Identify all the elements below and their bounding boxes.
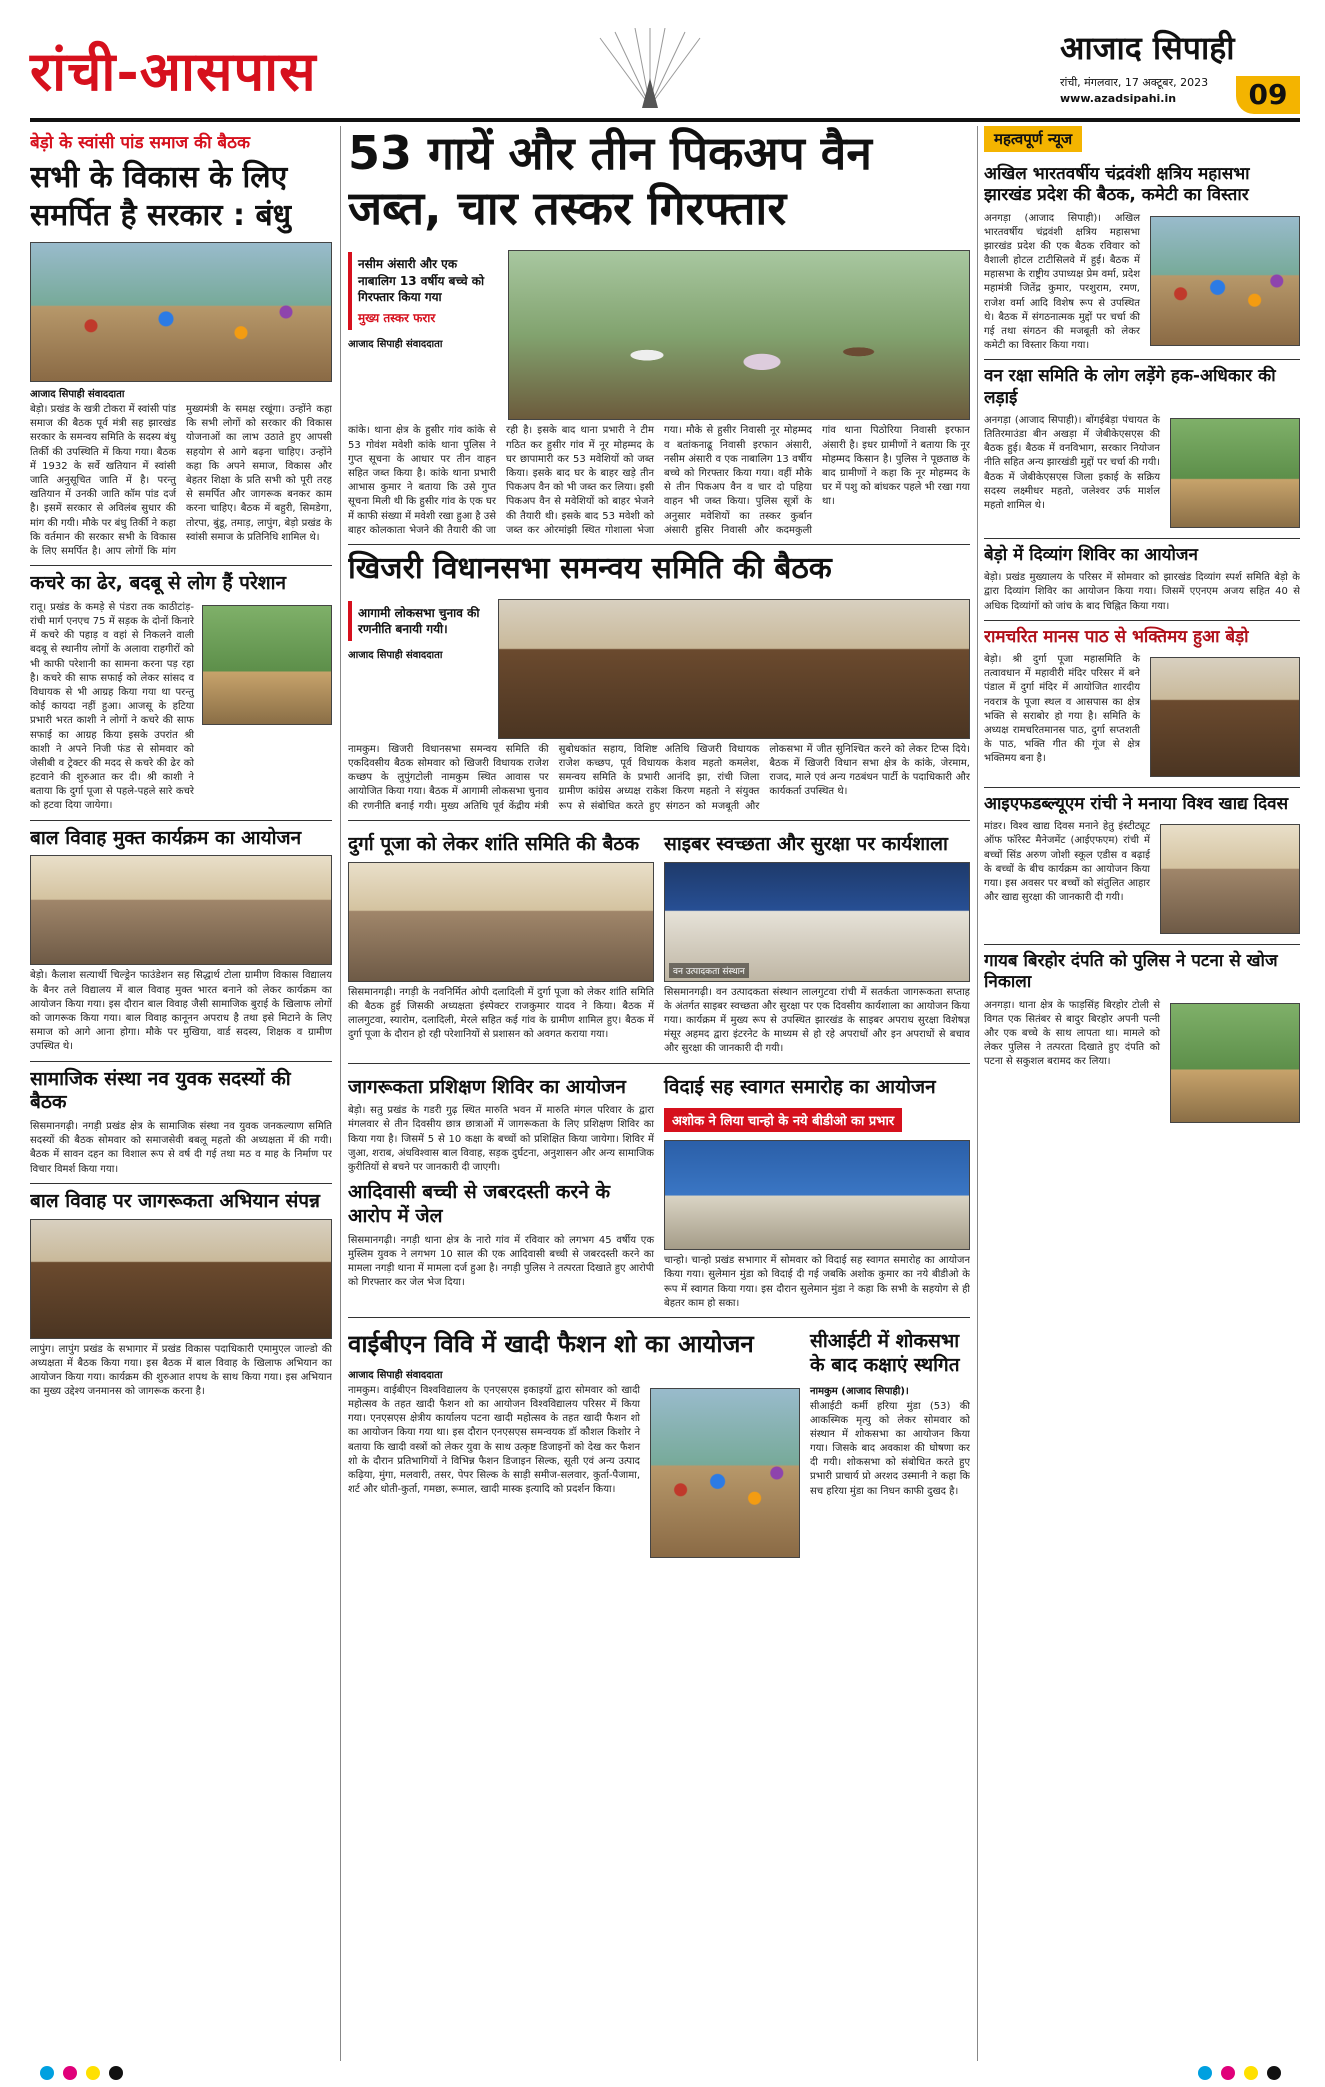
photo-caption: वन उत्पादकता संस्थान bbox=[669, 963, 749, 978]
story-headline[interactable]: साइबर स्वच्छता और सुरक्षा पर कार्यशाला bbox=[664, 832, 948, 855]
black-swatch bbox=[1267, 2066, 1281, 2080]
workshop-photo bbox=[664, 862, 970, 982]
lead-headline[interactable]: 53 गायें और तीन पिकअप वैन जब्त, चार तस्कर गिरफ्तार bbox=[348, 126, 872, 236]
left-column bbox=[30, 126, 332, 2066]
story-body: अनगड़ा (आजाद सिपाही)। अखिल भारतवर्षीय चंद्रवंशी क्षत्रिय महासभा झारखंड प्रदेश की एक बैठक रविवार को वैशाली होटल टाटीसिलवे में हुई। बैठक में महासभा के राष्ट्रीय उपाध्यक्ष प्रेम वर्मा, प्रदेश महामंत्री जितेंद्र कुमार, परशुराम, रमण, राजेश वर्मा आदि विशेष रूप से उपस्थित थे। बैठक में संगठनात्मक मुद्दों पर चर्चा की गई तथा संगठन की मजबूती को लेकर कमेटी का विस्तार किया गया। bbox=[984, 212, 1140, 352]
story-body: बेड़ो। श्री दुर्गा पूजा महासमिति के तत्वावधान में महावीरी मंदिर परिसर में बने पंडाल में दुर्गा मंदिर में आयोजित शारदीय नवरात्र के पूजा स्थल व आसपास का क्षेत्र भक्ति से सराबोर हो गया है। समिति के अध्यक्ष रामचरितमानस पाठ, दुर्गा सप्तशती के पाठ, भक्ति गीत की गूंज से क्षेत्र भक्तिमय बना है। bbox=[984, 653, 1140, 765]
black-swatch bbox=[109, 2066, 123, 2080]
story-separator bbox=[984, 944, 1300, 945]
newspaper-name: आजाद सिपाही bbox=[1060, 29, 1235, 67]
story-headline[interactable]: रामचरित मानस पाठ से भक्तिमय हुआ बेड़ो bbox=[984, 626, 1249, 647]
story-body: नामकुम। वाईबीएन विश्वविद्यालय के एनएसएस इकाइयों द्वारा सोमवार को खादी महोत्सव के तहत खादी फैशन शो का आयोजन विश्वविद्यालय परिसर में किया गया। एनएसएस क्षेत्रीय कार्यालय पटना खादी महोत्सव के तहत खादी फैशन शो का आयोजन किया गया था। इस दौरान एनएसएस समन्वयक डॉ कौशल किशोर ने बताया कि खादी वस्त्रों को लेकर युवा के साथ उत्कृष्ट डिजाइनों को देख कर फैशन शो के दौरान प्रतिभागियों ने विभिन्न फैशन डिजाइन सिल्क, सूती एवं अन्य उत्पाद कढ़िया, मुंगा, मलवारी, तसर, पेपर सिल्क के साड़ी समीज-सलवार, कुर्ता-पैजामा, शर्ट और धोती-कुर्ता, गमछा, रूमाल, खादी मास्क इत्यादि को प्रदर्शन किया। bbox=[348, 1384, 640, 1496]
section-label: महत्वपूर्ण न्यूज bbox=[984, 126, 1082, 152]
meeting-photo bbox=[498, 599, 970, 739]
couple-photo bbox=[1170, 1003, 1300, 1123]
story-body: अनगड़ा। थाना क्षेत्र के फाड़सिंह बिरहोर टोली से विगत एक सितंबर से बादुर बिरहोर अपनी पत्नी और एक बच्चे के साथ लापता था। मामले को लेकर पुलिस ने तत्परता दिखाते हुए दंपति को पटना से सकुशल बरामद कर लिया। bbox=[984, 999, 1160, 1068]
highlight-text: नसीम अंसारी और एक नाबालिग 13 वर्षीय बच्चे को गिरफ्तार किया गया bbox=[358, 257, 485, 304]
highlight-text: आगामी लोकसभा चुनाव की रणनीति बनायी गयी। bbox=[358, 605, 480, 637]
story-banner: अशोक ने लिया चान्हो के नये बीडीओ का प्रभार bbox=[664, 1108, 902, 1132]
story-body: सिसमानगढ़ी। नगड़ी थाना क्षेत्र के नारो गांव में रविवार को लगभग 45 वर्षीय एक मुस्लिम युवक ने लगभग 10 साल की एक आदिवासी बच्ची से जबरदस्ती करने का मामला नगड़ी थाना में मामला दर्ज हुआ है। नगड़ी पुलिस ने तत्परता दिखाते हुए आरोपी को गिरफ्तार कर जेल भेज दिया। bbox=[348, 1234, 654, 1289]
story-headline[interactable]: सामाजिक संस्था नव युवक सदस्यों की बैठक bbox=[30, 1067, 291, 1114]
story-headline[interactable]: जागरूकता प्रशिक्षण शिविर का आयोजन bbox=[348, 1075, 626, 1098]
story-separator bbox=[348, 1063, 970, 1064]
story-byline: नामकुम (आजाद सिपाही)। bbox=[810, 1385, 909, 1397]
story-body: अनगड़ा (आजाद सिपाही)। बोंगईबेड़ा पंचायत के तितिरमाउंडा बीन अखड़ा में जेबीकेएसएस की बैठक हुई। बैठक में वनविभाग, सरकार नियोजन नीति सहित अन्य झारखंडी मुद्दों पर चर्चा की गयी। बैठक में जेबीकेएसएस जिला इकाई के सक्रिय सदस्य लक्ष्मीधर महतो, जलेश्वर उर्फ मार्शल महतो शामिल थे। bbox=[984, 414, 1160, 511]
story-headline[interactable]: वन रक्षा समिति के लोग लड़ेंगे हक-अधिकार की लड़ाई bbox=[984, 366, 1276, 408]
story-separator bbox=[348, 1317, 970, 1318]
story-body: लापुंग। लापुंग प्रखंड के सभागार में प्रखंड विकास पदाधिकारी एमामुएल जाल्डो की अध्यक्षता में बैठक किया गया। इस बैठक में बाल विवाह के खिलाफ अभियान का आयोजन किया गया। कार्यक्रम की शुरुआत शपथ के साथ किया गया। इस अभियान का मुख्य उद्देश्य जनमानस को जागरूक करना है। bbox=[30, 1343, 332, 1398]
prayer-photo bbox=[1150, 657, 1300, 777]
story-headline[interactable]: बाल विवाह मुक्त कार्यक्रम का आयोजन bbox=[30, 826, 302, 849]
masthead-rule bbox=[30, 118, 1300, 122]
cyan-swatch bbox=[1198, 2066, 1212, 2080]
story-body: सीआईटी कर्मी हरिया मुंडा (53) की आकस्मिक मृत्यु को लेकर सोमवार को संस्थान में शोकसभा का आयोजन किया गया। जिसके बाद अवकाश की घोषणा कर दी गयी। शोकसभा को संबोधित करते हुए प्रभारी प्राचार्य प्रो अरशद उस्मानी ने कहा कि सच हरिया मुंडा का निधन काफी दुखद है। bbox=[810, 1400, 970, 1497]
story-headline[interactable]: सभी के विकास के लिए समर्पित है सरकार : बंधु bbox=[30, 160, 292, 233]
story-body: बेड़ो। प्रखंड मुख्यालय के परिसर में सोमवार को झारखंड दिव्यांग स्पर्श समिति बेड़ो के द्वारा दिव्यांग शिविर का आयोजन किया गया। जिसमें एएनएम अजय सहित 40 से अधिक दिव्यांगों को जांच के बाद चिह्नित किया गया। bbox=[984, 572, 1300, 612]
story-headline[interactable]: अखिल भारतवर्षीय चंद्रवंशी क्षत्रिय महासभा झारखंड प्रदेश की बैठक, कमेटी का विस्तार bbox=[984, 164, 1250, 206]
story-headline[interactable]: आदिवासी बच्ची से जबरदस्ती करने के आरोप में जेल bbox=[348, 1181, 611, 1227]
story-separator bbox=[984, 538, 1300, 539]
magenta-swatch bbox=[1221, 2066, 1235, 2080]
story-body: रातू। प्रखंड के कमड़े से पंडरा तक काठीटांड़- रांची मार्ग एनएच 75 में सड़क के दोनों किनारे में कचरे की पहाड़ व वहां से निकलने वाली बदबू से स्थानीय लोगों के अलावा राहगीरों को भी काफी परेशानी का सामना करना पड़ रहा है। कचरे की साफ सफाई को लेकर सांसद व विधायक से भी आग्रह किया गया था परन्तु कोई कायदा नहीं हुआ। आजसू के हटिया प्रभारी भरत काशी ने लोगों ने कचरे की साफ सफाई का आग्रह किया इसके उपरांत श्री काशी ने अपने निजी फंड से सोमवार को जेसीबी व ट्रेक्टर की मदद से कचरे की ढेर को हटवाने की शुरुआत कर दी। श्री काशी ने बताया कि दुर्गा पूजा से पहले-पहले सारे कचरे को हटवा दिया जायेगा। bbox=[30, 601, 194, 812]
story-headline[interactable]: बेड़ो में दिव्यांग शिविर का आयोजन bbox=[984, 544, 1198, 565]
story-headline[interactable]: खिजरी विधानसभा समन्वय समिति की बैठक bbox=[348, 550, 832, 586]
column-divider bbox=[977, 126, 978, 2061]
event-photo bbox=[30, 855, 332, 965]
seized-cattle-photo bbox=[508, 250, 970, 420]
story-body: मांडर। विश्व खाद्य दिवस मनाने हेतु इंस्टीट्यूट ऑफ फॉरेस्ट मैनेजमेंट (आईएफएम) रांची में बच्चों सिंड अरुण जोशी स्कूल एडीस व बढ़ाई के बच्चों के बीच कार्यक्रम का आयोजन किया गया। इस अवसर पर बच्चों को संतुलित आहार और खाद्य सुरक्षा की जानकारी दी गयी। bbox=[984, 821, 1150, 904]
story-headline[interactable]: कचरे का ढेर, बदबू से लोग हैं परेशान bbox=[30, 572, 287, 595]
story-body: बेड़ो। सतु प्रखंड के गडरी गुढ़ स्थित मारुति भवन में मारुति मंगल परिवार के द्वारा मंगलवार से तीन दिवसीय छात्र छात्राओं में जागरूकता के लिए प्रशिक्षण शिविर का किया गया है। जिसमें 5 से 10 कक्षा के बच्चों को प्रशिक्षित किया जायेगा। शिविर में जुआ, शराब, अंधविश्वास बाल विवाह, सड़क दुर्घटना, अनुशासन और अन्य सामाजिक कुरीतियों से बचने पर जानकारी दी जाएगी। bbox=[348, 1105, 654, 1173]
story-headline[interactable]: दुर्गा पूजा को लेकर शांति समिति की बैठक bbox=[348, 832, 640, 855]
story-separator bbox=[30, 1183, 332, 1184]
meeting-photo bbox=[348, 862, 654, 982]
story-body: बेड़ो। कैलाश सत्यार्थी चिल्ड्रेन फाउंडेशन सह सिद्धार्थ टोला ग्रामीण विकास विद्यालय के बैनर तले विद्यालय में बाल विवाह मुक्त भारत बनाने को लेकर कार्यक्रम का आयोजन किया गया। इस दौरान बाल विवाह जैसी सामाजिक बुराई के खिलाफ लोगों को जागरूक किया गया। बाल विवाह कानूनन अपराध है तथा इसे मिटाने के लिए समाज को आगे आना होगा। मौके पर मुखिया, वार्ड सदस्य, शिक्षक व ग्रामीण उपस्थित थे। bbox=[30, 970, 332, 1053]
story-separator bbox=[984, 359, 1300, 360]
story-separator bbox=[30, 820, 332, 821]
story-body: चान्हो। चान्हो प्रखंड सभागार में सोमवार को विदाई सह स्वागत समारोह का आयोजन किया गया। सुलेमान मुंडा को विदाई दी गई जबकि अशोक कुमार का नये बीडीओ के रूप में स्वागत किया गया। इस दौरान सुलेमान मुंडा ने कहा कि सभी के सहयोग से ही बेहतर काम हो सका। bbox=[664, 1255, 970, 1309]
meeting-photo bbox=[1150, 216, 1300, 346]
column-divider bbox=[340, 126, 341, 2061]
meeting-photo bbox=[30, 242, 332, 382]
issue-date: रांची, मंगलवार, 17 अक्टूबर, 2023 bbox=[1060, 76, 1209, 89]
yellow-swatch bbox=[1244, 2066, 1258, 2080]
story-separator bbox=[984, 620, 1300, 621]
registration-marks bbox=[1198, 2065, 1285, 2084]
story-body: बेड़ो। प्रखंड के खत्री टोकरा में स्वांसी पांड समाज की बैठक पूर्व मंत्री सह झारखंड सरकार के समन्वय समिति के सदस्य बंधु तिर्की की उपस्थिति में किया गया। बैठक में 1932 के सर्वे खतियान में स्वांसी जाति अनुसूचित जाति में है। परन्तु खतियान में उनकी जाति कॉम पांड दर्ज है। इसमें सरकार से अविलंब सुधार की मांग की गयी। मौके पर बंधु तिर्की ने कहा कि वर्तमान की सरकार सभी के विकास के लिए समर्पित है। आप लोगों कि मांग मुख्यमंत्री के समक्ष रखूंगा। उन्होंने कहा कि सभी लोगों को सरकार की विकास योजनाओं का लाभ उठाते हुए आपसी सहयोग से आगे बढ़ना चाहिए। उन्होंने कहा कि अपने समाज, विकास और बेहतर शिक्षा के प्रति सभी को पूरी तरह से समर्पित और जागरूक बनकर काम करना चाहिए। बैठक में बहुरी, सिमडेगा, तोरपा, बुंडू, तमाड़, लापुंग, बेड़ो प्रखंड के स्वांसी समाज के प्रतिनिधि शामिल थे। bbox=[30, 404, 332, 557]
story-byline: आजाद सिपाही संवाददाता bbox=[30, 389, 125, 400]
lead-body: कांके। थाना क्षेत्र के हुसीर गांव कांके से 53 गोवंश मवेशी कांके थाना पुलिस ने गुप्त सूचना के आधार पर तीन वाहन सहित जब्त किया है। कांके थाना प्रभारी आभास कुमार ने बताया कि उसे गुप्त सूचना मिली थी कि हुसीर गांव के एक घर में काफी संख्या में मवेशी रखा हुआ है उसे बाहर कोलकाता भेजने की तैयारी की जा रही है। इसके बाद थाना प्रभारी ने टीम गठित कर हुसीर गांव में नूर मोहम्मद के घर छापामारी कर 53 मवेशियों को जब्त किया। इसके बाद घर के बाहर खड़े तीन पिकअप वैन को भी जब्त कर लिया। इसी पिकअप वैन से मवेशियों को बाहर भेजने की तैयारी थी। इसके बाद 53 मवेशी को जब्त कर ओरमांझी स्थित गोशाला भेजा गया। मौके से हुसीर निवासी नूर मोहम्मद व बतांकनाढू निवासी इरफान अंसारी, नसीम अंसारी व एक नाबालिग 13 वर्षीय बच्चे को गिरफ्तार किया गया। वहीं मौके से तीन पिकअप वैन व चार दो पहिया वाहन भी जब्त किया। पुलिस सूत्रों के अनुसार मवेशियों का तस्कर कुर्बान अंसारी हुसिर निवासी और कदमकुली गांव थाना पिठोरिया निवासी इरफान अंसारी है। इधर ग्रामीणों ने बताया कि नूर मोहम्मद किसान है। पुलिस ने पूछताछ के बाद ग्रामीणों ने कहा कि नूर मोहम्मद के घर में पशु को बांधकर पहले भी रखा गया था। bbox=[348, 425, 970, 536]
pen-nib-icon bbox=[590, 28, 710, 108]
print-color-bar bbox=[0, 2061, 1325, 2087]
yellow-swatch bbox=[86, 2066, 100, 2080]
lead-highlight bbox=[348, 252, 498, 330]
story-headline[interactable]: विदाई सह स्वागत समारोह का आयोजन bbox=[664, 1075, 936, 1098]
highlight-tag: मुख्य तस्कर फरार bbox=[358, 310, 436, 325]
website-link[interactable]: www.azadsipahi.in bbox=[1060, 92, 1177, 105]
story-headline[interactable]: आइएफडब्ल्यूएम रांची ने मनाया विश्व खाद्य दिवस bbox=[984, 793, 1289, 814]
garbage-photo bbox=[202, 605, 332, 725]
page-number: 09 bbox=[1236, 76, 1300, 114]
cyan-swatch bbox=[40, 2066, 54, 2080]
story-body: सिसमानगढ़ी। नगड़ी प्रखंड क्षेत्र के सामाजिक संस्था नव युवक जनकल्याण समिति सदस्यों की बैठक सोमवार को समाजसेवी बबलू महतो की अध्यक्षता में की गयी। बैठक में सावन दहन का विशाल रूप से वर्ष दी गई तथा मठ व माह के निर्माण पर विचार विमर्श किया गया। bbox=[30, 1121, 332, 1175]
story-headline[interactable]: बाल विवाह पर जागरूकता अभियान संपन्न bbox=[30, 1189, 320, 1212]
magenta-swatch bbox=[63, 2066, 77, 2080]
story-headline[interactable]: सीआईटी में शोकसभा के बाद कक्षाएं स्थगित bbox=[810, 1330, 960, 1376]
right-column bbox=[984, 126, 1300, 2066]
story-separator bbox=[348, 544, 970, 545]
event-photo bbox=[30, 1219, 332, 1339]
story-byline: आजाद सिपाही संवाददाता bbox=[348, 338, 443, 350]
registration-marks bbox=[40, 2065, 127, 2084]
story-body: सिसमानगढ़ी। वन उत्पादकता संस्थान लालगुटवा रांची में सतर्कता जागरूकता सप्ताह के अंतर्गत साइबर स्वच्छता और सुरक्षा पर एक दिवसीय कार्यशाला का आयोजन किया गया। कार्यक्रम में मुख्य रूप से उपस्थित झारखंड के साइबर अपराध सुरक्षा विशेषज्ञ मंसूर अहमद द्वारा इंटरनेट के माध्यम से हो रहे अपराधों और इन अपराधों से बचाव और सुरक्षा की जानकारी दी गयी। bbox=[664, 986, 970, 1055]
story-separator bbox=[30, 565, 332, 566]
story-body: सिसमानगढ़ी। नगड़ी के नवनिर्मित ओपी दलादिली में दुर्गा पूजा को लेकर शांति समिति की बैठक हुई जिसकी अध्यक्षता इंस्पेक्टर राजकुमार यादव ने किया। बैठक में लालगुटवा, स्यारोम, दलादिली, मेरले सहित कई गांव के ग्रामीण शामिल हुए। बैठक में दुर्गा पूजा के दौरान हो रही परेशानियों से प्रशासन को अवगत कराया गया। bbox=[348, 986, 654, 1041]
story-kicker: बेड़ो के स्वांसी पांड समाज की बैठक bbox=[30, 133, 251, 153]
story-byline: आजाद सिपाही संवाददाता bbox=[348, 1369, 443, 1381]
story-headline[interactable]: गायब बिरहोर दंपति को पुलिस ने पटना से खोज निकाला bbox=[984, 951, 1278, 993]
event-photo bbox=[1160, 824, 1300, 934]
story-separator bbox=[30, 1061, 332, 1062]
masthead bbox=[30, 26, 1300, 114]
story-highlight bbox=[348, 601, 488, 641]
ceremony-photo bbox=[664, 1140, 970, 1250]
fashion-show-photo bbox=[650, 1388, 800, 1558]
story-separator bbox=[348, 820, 970, 821]
story-body: नामकुम। खिजरी विधानसभा समन्वय समिति की एकदिवसीय बैठक सोमवार को खिजरी विधायक राजेश कच्छप के लुपुंगटोली नामकुम स्थित आवास पर आयोजित किया गया। बैठक में आगामी लोकसभा चुनाव की रणनीति बनाई गयी। मुख्य अतिथि पूर्व केंद्रीय मंत्री सुबोधकांत सहाय, विशिष्ट अतिथि खिजरी विधायक राजेश कच्छप, पूर्व विधायक केशव महतो कमलेश, समन्वय समिति के प्रभारी आनंदि झा, रांची जिला ग्रामीण कांग्रेस अध्यक्ष राकेश किरण महतो ने संयुक्त रूप से संबोधित करते हुए संगठन को मजबूती और लोकसभा में जीत सुनिश्चित करने को लेकर टिप्स दिये। बैठक में खिजरी विधान सभा क्षेत्र के कांके, जेरमाम, राजद, माले एवं अन्य गठबंधन पार्टी के पदाधिकारी और कार्यकर्ता उपस्थित थे। bbox=[348, 743, 970, 812]
story-byline: आजाद सिपाही संवाददाता bbox=[348, 650, 443, 662]
meeting-photo bbox=[1170, 418, 1300, 528]
story-headline[interactable]: वाईबीएन विवि में खादी फैशन शो का आयोजन bbox=[348, 1330, 754, 1358]
middle-column bbox=[348, 126, 970, 2066]
section-title: रांची-आसपास bbox=[30, 39, 317, 103]
story-separator bbox=[984, 787, 1300, 788]
